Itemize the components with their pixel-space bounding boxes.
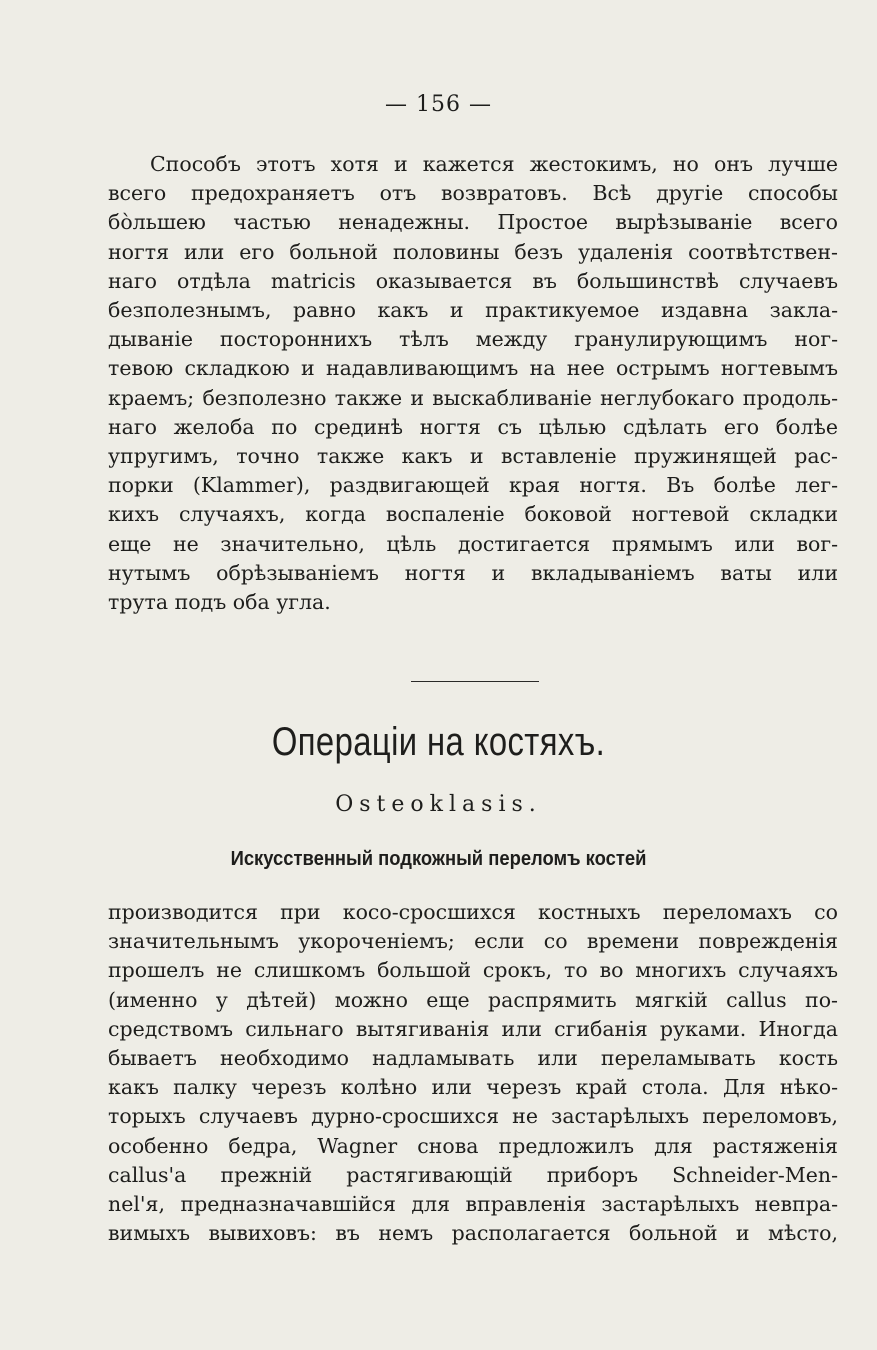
paragraph-line: бо̀льшею частью ненадежны. Простое вырѣзываніе всего (108, 210, 838, 235)
page-number: — 156 — (385, 92, 492, 117)
paragraph-line: дываніе постороннихъ тѣлъ между гранулирующимъ ног- (108, 327, 838, 352)
paragraph-line: наго желоба по срединѣ ногтя съ цѣлью сдѣлать его болѣе (108, 414, 838, 439)
paragraph-line: значительнымъ укороченіемъ; если со времени поврежденія (108, 929, 838, 954)
paragraph-line: callus'а прежній растягивающій приборъ Schneider-Men- (108, 1162, 838, 1187)
paragraph-line: торыхъ случаевъ дурно-сросшихся не застарѣлыхъ переломовъ, (108, 1104, 838, 1129)
paragraph-line: вимыхъ вывиховъ: въ немъ располагается больной и мѣсто, (108, 1221, 838, 1246)
section-title: Операціи на костяхъ. (271, 720, 606, 764)
latin-subtitle: Osteoklasis. (335, 792, 542, 817)
paragraph-line: (именно у дѣтей) можно еще распрямить мягкій callus по- (108, 987, 838, 1012)
paragraph-line: безполезнымъ, равно какъ и практикуемое издавна закла- (108, 298, 838, 323)
paragraph-line: еще не значительно, цѣль достигается прямымъ или вог- (108, 531, 838, 556)
russian-subtitle: Искусственный подкожный переломъ костей (230, 848, 647, 870)
section-divider (411, 681, 539, 682)
paragraph-line: тевою складкою и надавливающимъ на нее острымъ ногтевымъ (108, 356, 838, 381)
paragraph-line: особенно бедра, Wagner снова предложилъ для растяженія (108, 1133, 838, 1158)
paragraph-line: производится при косо-сросшихся костныхъ переломахъ со (108, 900, 838, 924)
paragraph-line: бываетъ необходимо надламывать или переламывать кость (108, 1046, 838, 1071)
paragraph-line: всего предохраняетъ отъ возвратовъ. Всѣ другіе способы (108, 181, 838, 206)
paragraph-line: ногтя или его больной половины безъ удаленія соотвѣтствен- (108, 239, 838, 264)
paragraph-osteoklasis (108, 898, 838, 1248)
paragraph-line: трута подъ оба угла. (108, 590, 331, 615)
paragraph-line: Способъ этотъ хотя и кажется жестокимъ, но онъ лучше (150, 152, 838, 176)
paragraph-line: наго отдѣла matricis оказывается въ большинствѣ случаевъ (108, 268, 838, 293)
paragraph-line: кихъ случаяхъ, когда воспаленіе боковой ногтевой складки (108, 502, 838, 527)
paragraph-line: какъ палку черезъ колѣно или черезъ край стола. Для нѣко- (108, 1075, 838, 1100)
paragraph-line: средствомъ сильнаго вытягиванія или сгибанія руками. Иногда (108, 1016, 838, 1041)
paragraph-line: упругимъ, точно также какъ и вставленіе пружинящей рас- (108, 444, 838, 469)
paragraph-nail-treatment (108, 150, 838, 617)
paragraph-line: порки (Klammer), раздвигающей края ногтя. Въ болѣе лег- (108, 473, 838, 498)
paragraph-line: nel'я, предназначавшійся для вправленія застарѣлыхъ невпра- (108, 1192, 838, 1217)
paragraph-line: краемъ; безполезно также и выскабливаніе неглубокаго продоль- (108, 385, 838, 410)
paragraph-line: прошелъ не слишкомъ большой срокъ, то во многихъ случаяхъ (108, 958, 838, 983)
paragraph-line: нутымъ обрѣзываніемъ ногтя и вкладываніемъ ваты или (108, 560, 838, 585)
